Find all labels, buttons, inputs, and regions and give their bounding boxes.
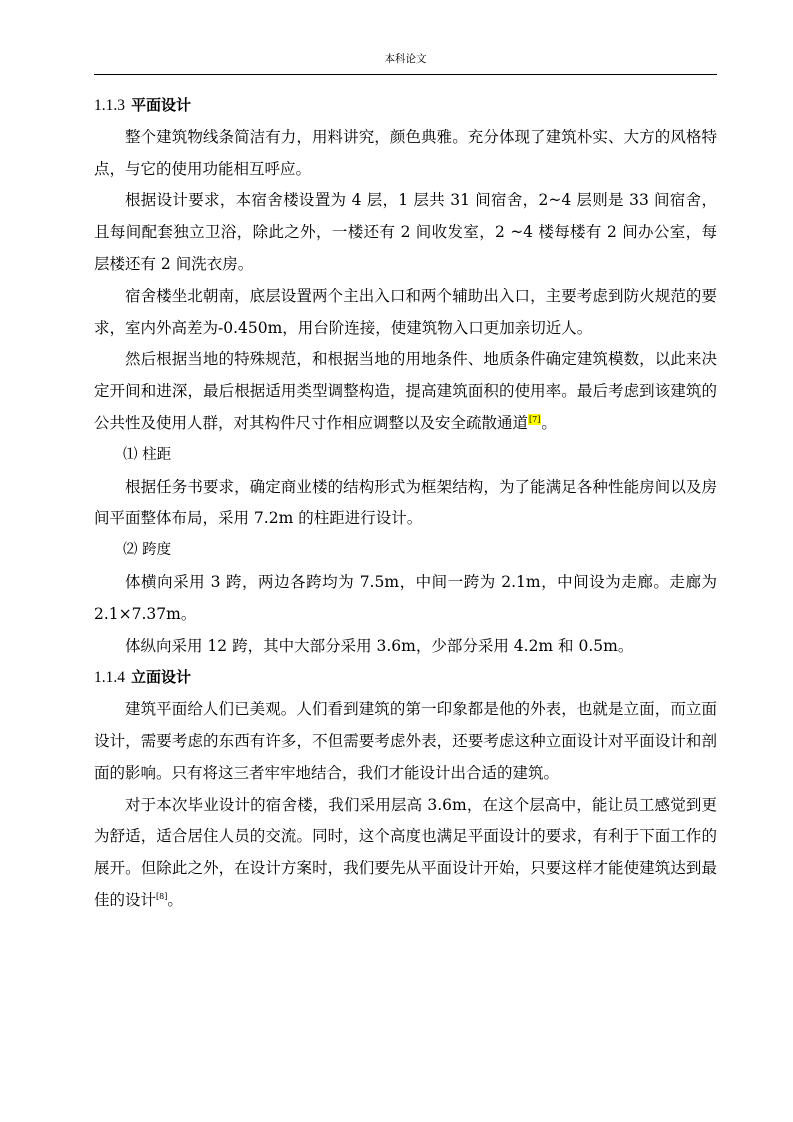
section-number: 1.1.4 xyxy=(94,669,125,687)
citation-8-link[interactable]: [8] xyxy=(156,891,168,901)
section-number: 1.1.3 xyxy=(94,97,125,114)
paragraph xyxy=(94,344,717,439)
paragraph: 宿舍楼坐北朝南，底层设置两个主出入口和两个辅助出入口，主要考虑到防火规范的要求，室内外高差为-0.450m，用台阶连接，使建筑物入口更加亲切近人。 xyxy=(94,286,717,337)
paragraph: 体纵向采用 12 跨，其中大部分采用 3.6m，少部分采用 4.2m 和 0.5m。 xyxy=(125,636,634,655)
paragraph: 整个建筑物线条简洁有力，用料讲究，颜色典雅。充分体现了建筑朴实、大方的风格特点，与它的使用功能相互呼应。 xyxy=(94,127,717,178)
list-item-column-spacing: ⑴ 柱距 xyxy=(123,446,172,463)
paragraph xyxy=(94,790,717,917)
paragraph: 建筑平面给人们已美观。人们看到建筑的第一印象都是他的外表，也就是立面，而立面设计，需要考虑的东西有许多，不但需要考虑外表，还要考虑这种立面设计对平面设计和剖面的影响。只有将这三者牢牢地结合，我们才能设计出合适的建筑。 xyxy=(94,700,717,782)
header-title: 本科论文 xyxy=(384,53,427,65)
paragraph-end: 。 xyxy=(167,890,183,909)
section-heading-1-1-3 xyxy=(94,90,717,122)
section-title: 立面设计 xyxy=(131,668,192,687)
section-heading-1-1-4 xyxy=(94,662,717,694)
paragraph-text: 然后根据当地的特殊规范，和根据当地的用地条件、地质条件确定建筑模数，以此来决定开间和进深，最后根据适用类型调整构造，提高建筑面积的使用率。最后考虑到该建筑的公共性及使用人群，对其构件尺寸作相应调整以及安全疏散通道 xyxy=(94,350,717,432)
paragraph: 根据设计要求，本宿舍楼设置为 4 层，1 层共 31 间宿舍，2~4 层则是 33 间宿舍，且每间配套独立卫浴，除此之外，一楼还有 2 间收发室，2 ~4 楼每楼有 2 间办公室，每层楼还有 2 间洗衣房。 xyxy=(94,191,717,273)
citation-7-link[interactable]: [7] xyxy=(529,414,541,424)
paragraph: 体横向采用 3 跨，两边各跨均为 7.5m，中间一跨为 2.1m，中间设为走廊。走廊为 2.1×7.37m。 xyxy=(94,572,717,623)
paragraph: 根据任务书要求，确定商业楼的结构形式为框架结构，为了能满足各种性能房间以及房间平面整体布局，采用 7.2m 的柱距进行设计。 xyxy=(94,477,717,528)
section-title: 平面设计 xyxy=(131,96,192,114)
page-header xyxy=(94,52,717,75)
page-body xyxy=(94,90,717,917)
paragraph-end: 。 xyxy=(541,413,557,432)
list-item-span: ⑵ 跨度 xyxy=(123,542,172,559)
paragraph-text: 对于本次毕业设计的宿舍楼，我们采用层高 3.6m，在这个层高中，能让员工感觉到更为舒适，适合居住人员的交流。同时，这个高度也满足平面设计的要求，有利于下面工作的展开。但除此之外，在设计方案时，我们要先从平面设计开始，只要这样才能使建筑达到最佳的设计 xyxy=(94,795,717,909)
